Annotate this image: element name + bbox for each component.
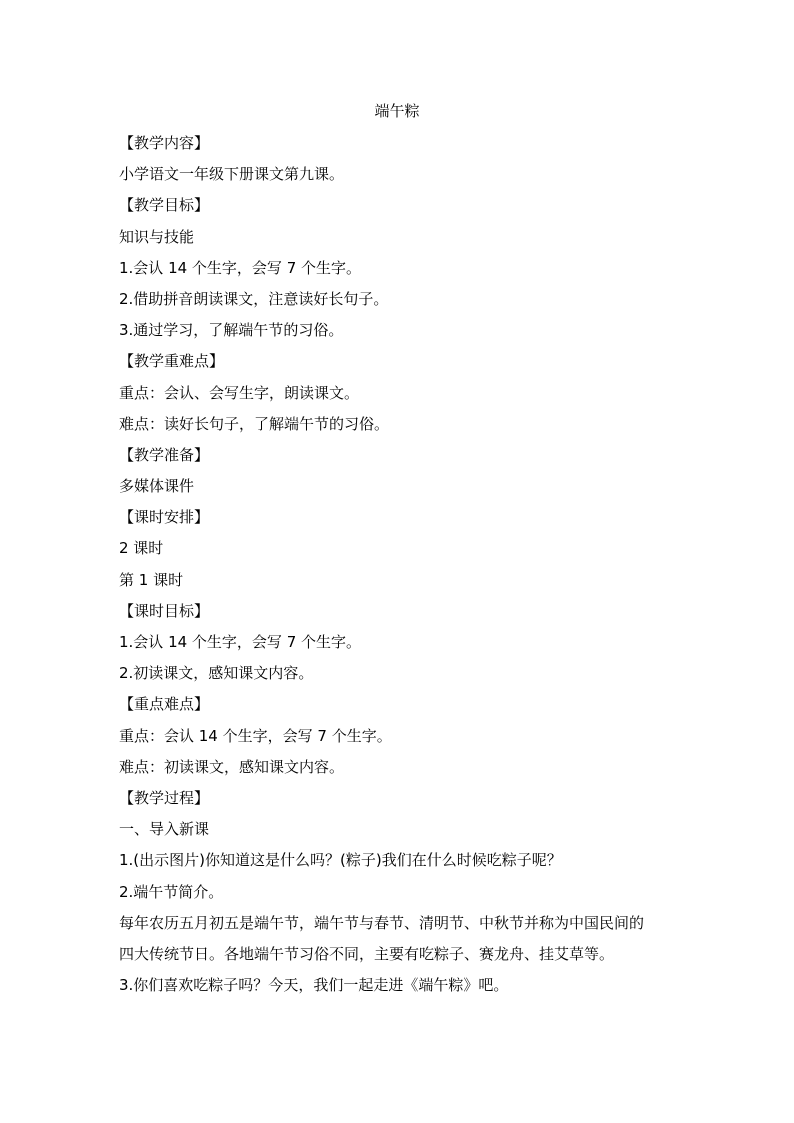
paragraph-line: 重点：会认 14 个生字，会写 7 个生字。 [119,726,392,745]
section-heading-key-difficult-points: 【教学重难点】 [119,352,225,371]
paragraph-line: 2 课时 [119,539,164,558]
paragraph-line: 知识与技能 [119,227,195,246]
paragraph-line: 3.通过学习，了解端午节的习俗。 [119,321,344,340]
section-heading-key-points: 【重点难点】 [119,695,210,714]
paragraph-line: 每年农历五月初五是端午节，端午节与春节、清明节、中秋节并称为中国民间的 [119,913,645,932]
paragraph-line: 3.你们喜欢吃粽子吗？今天，我们一起走进《端午粽》吧。 [119,976,509,995]
paragraph-line: 第 1 课时 [119,570,184,589]
section-heading-teaching-content: 【教学内容】 [119,134,210,152]
paragraph-line: 难点：初读课文，感知课文内容。 [119,757,345,776]
section-heading-teaching-preparation: 【教学准备】 [119,445,210,464]
paragraph-line: 一、导入新课 [119,820,210,839]
paragraph-line: 重点：会认、会写生字，朗读课文。 [119,383,360,402]
paragraph-line: 2.端午节简介。 [119,882,224,901]
section-heading-teaching-goals: 【教学目标】 [119,196,210,215]
document-body [119,132,679,1005]
paragraph-line: 四大传统节日。各地端午节习俗不同，主要有吃粽子、赛龙舟、挂艾草等。 [119,944,615,963]
paragraph-line: 2.借助拼音朗读课文，注意读好长句子。 [119,289,389,308]
paragraph-line: 2.初读课文，感知课文内容。 [119,664,314,683]
paragraph-line: 1.(出示图片)你知道这是什么吗？(粽子)我们在什么时候吃粽子呢？ [119,851,562,870]
paragraph-line: 1.会认 14 个生字，会写 7 个生字。 [119,633,362,651]
section-heading-lesson-goals: 【课时目标】 [119,601,210,620]
section-heading-teaching-process: 【教学过程】 [119,788,210,807]
paragraph-line: 难点：读好长句子，了解端午节的习俗。 [119,414,390,433]
section-heading-class-schedule: 【课时安排】 [119,508,210,527]
paragraph-line: 小学语文一年级下册课文第九课。 [119,165,345,184]
document-title: 端午粽 [374,102,420,120]
paragraph-line: 多媒体课件 [119,477,195,496]
paragraph-line: 1.会认 14 个生字，会写 7 个生字。 [119,258,362,277]
